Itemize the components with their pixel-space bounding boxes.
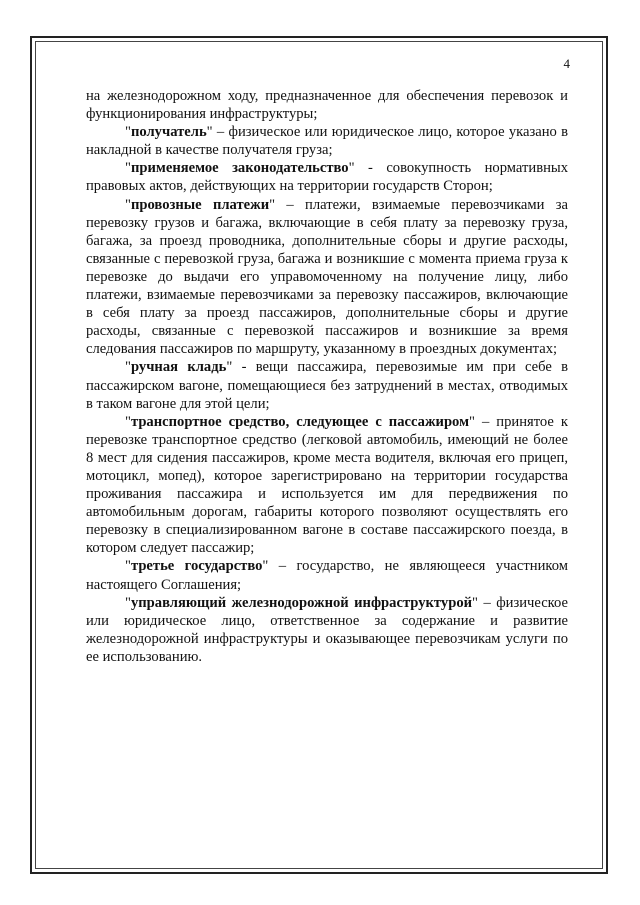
definition-provoznye-platezhi: "провозные платежи" – платежи, взимаемые перевозчиками за перевозку грузов и багажа, включающие в себя плату за перевозку груза, багажа, за проезд проводника, дополнительные сборы и другие расходы, связанные с перевозкой груза, багажа и возникшие с момента приема груза к перевозке до выдачи его управомоченному на получение лицу, либо платежи, взимаемые перевозчиками за перевозку пассажиров, включающие в себя плату за проезд пассажиров, дополнительные сборы и другие расходы, связанные с перевозкой пассажиров и возникшие за время следования пассажиров по маршруту, указанному в проездных документах; xyxy=(86,196,569,358)
definition-transportnoe-sredstvo: "транспортное средство, следующее с пассажиром" – принятое к перевозке транспортное средство (легковой автомобиль, имеющий не более 8 мест для сидения пассажиров, кроме места водителя, включая его прицеп, мотоцикл, мопед), которое зарегистрировано на территории государства проживания пассажира и используется им для передвижения по автомобильным дорогам, габариты которого позволяют осуществлять его перевозку в специализированном вагоне в составе пассажирского поезда, в котором следует пассажир; xyxy=(86,413,568,557)
definition-term: управляющий железнодорожной инфраструктурой xyxy=(130,594,473,611)
definition-upravlyayushchiy-infrastrukturoy: "управляющий железнодорожной инфраструктурой" – физическое или юридическое лицо, ответственное за содержание и развитие железнодорожной инфраструктуры и оказывающее перевозчикам услуги по ее использованию. xyxy=(86,594,568,665)
paragraph-continuation xyxy=(86,87,568,123)
definition-text: - вещи пассажира, перевозимые им при себе в пассажирском вагоне, помещающиеся без затруднений в местах, отводимых в таком вагоне для этой цели; xyxy=(86,359,568,412)
page-number: 4 xyxy=(563,56,570,71)
definition-poluchatel: "получатель" – физическое или юридическое лицо, которое указано в накладной в качестве получателя груза; xyxy=(86,124,568,159)
definition-text: – принятое к перевозке транспортное средство (легковой автомобиль, имеющий не более 8 мест для сидения пассажиров, кроме места водителя, включая его прицеп, мотоцикл, мопед), которое зарегистрировано на территории государства проживания пассажира и используется им для передвижения по автомобильным дорогам, габариты которого позволяют осуществлять его перевозку в специализированном вагоне в составе пассажирского поезда, в котором следует пассажир; xyxy=(86,413,568,557)
definition-text: – физическое или юридическое лицо, ответственное за содержание и развитие железнодорожной инфраструктуры и оказывающее перевозчикам услуги по ее использованию. xyxy=(86,594,568,665)
document-body xyxy=(86,87,568,666)
paragraph-text: на железнодорожном ходу, предназначенное для обеспечения перевозок и функционирования инфраструктуры; xyxy=(86,88,568,123)
definition-ruchnaya-klad: "ручная кладь" - вещи пассажира, перевозимые им при себе в пассажирском вагоне, помещающиеся без затруднений в местах, отводимых в таком вагоне для этой цели; xyxy=(86,359,568,412)
definition-term: транспортное средство, следующее с пассажиром xyxy=(130,413,470,430)
definition-text: – платежи, взимаемые перевозчиками за перевозку грузов и багажа, включающие в себя плату за перевозку груза, багажа, за проезд проводника, дополнительные сборы и другие расходы, связанные с перевозкой груза, багажа и возникшие с момента приема груза к перевозке до выдачи его управомоченному на получение лицу, либо платежи, взимаемые перевозчиками за перевозку пассажиров, включающие в себя плату за проезд пассажиров, дополнительные сборы и другие расходы, связанные с перевозкой пассажиров и возникшие за время следования пассажиров по маршруту, указанному в проездных документах; xyxy=(86,196,569,358)
definition-primenyaemoe-zakonodatelstvo: "применяемое законодательство" - совокупность нормативных правовых актов, действующих на территории государств Сторон; xyxy=(86,160,569,195)
definition-term: третье государство xyxy=(130,558,263,575)
definition-term: провозные платежи xyxy=(130,196,270,213)
definition-term: применяемое законодательство xyxy=(130,160,349,177)
definition-text: - совокупность нормативных правовых актов, действующих на территории государств Сторон; xyxy=(86,160,569,195)
definition-term: получатель xyxy=(130,124,207,141)
definition-term: ручная кладь xyxy=(130,359,227,376)
definition-trete-gosudarstvo: "третье государство" – государство, не являющееся участником настоящего Соглашения; xyxy=(86,558,568,593)
definition-text: – физическое или юридическое лицо, которое указано в накладной в качестве получателя груза; xyxy=(86,124,568,159)
definition-text: – государство, не являющееся участником настоящего Соглашения; xyxy=(86,558,568,593)
